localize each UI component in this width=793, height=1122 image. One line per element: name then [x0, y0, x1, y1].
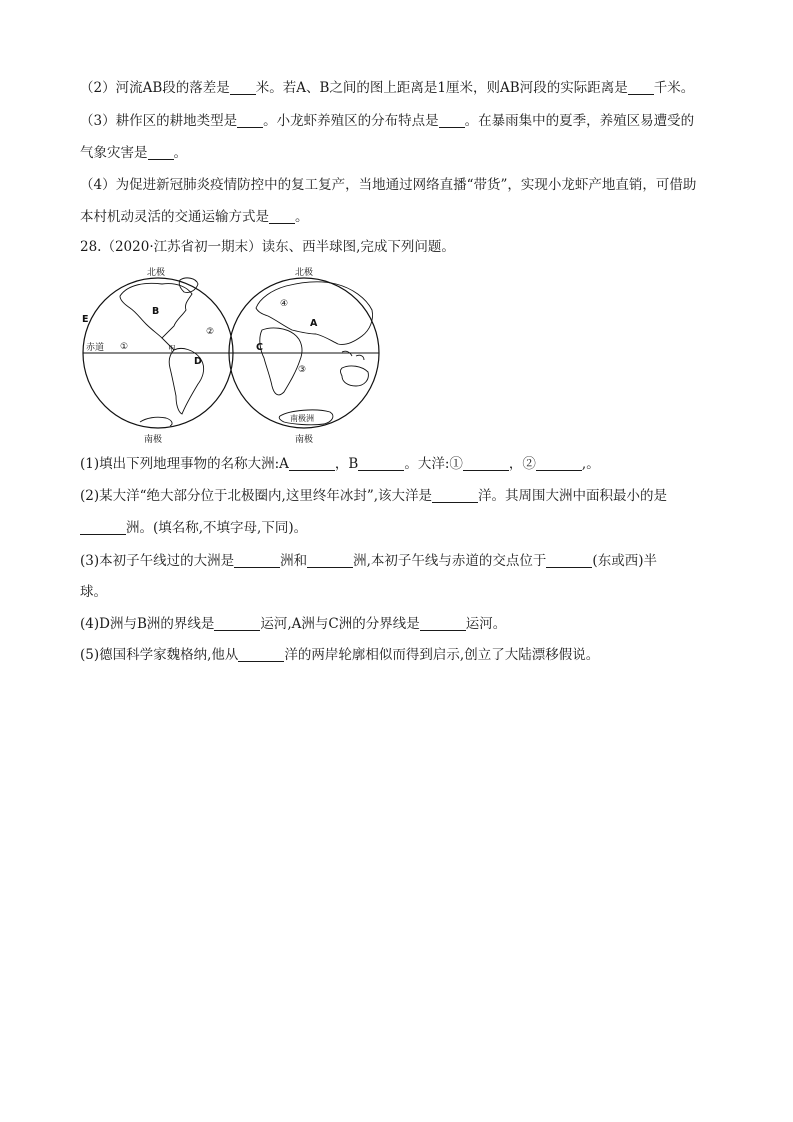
q28-5-text-a: (5)德国科学家魏格纳,他从: [80, 647, 239, 663]
label-E: E: [82, 314, 89, 325]
label-D: D: [194, 356, 202, 367]
answer-blank[interactable]: [628, 80, 654, 95]
hemisphere-map: [80, 264, 380, 444]
q27-3-text-a: （3）耕作区的耕地类型是: [80, 113, 238, 129]
answer-blank[interactable]: [148, 145, 174, 160]
q28-3-text-b: 洲和: [280, 553, 308, 569]
answer-blank[interactable]: [536, 456, 582, 471]
q27-3-text-b: 。小龙虾养殖区的分布特点是: [263, 113, 439, 129]
q28-2-text-a: (2)某大洋“绝大部分位于北极圈内,这里终年冰封”,该大洋是: [80, 488, 433, 504]
q27-2-text-c: 千米。: [653, 80, 695, 96]
q28-4-text-a: (4)D洲与B洲的界线是: [80, 616, 215, 632]
answer-blank[interactable]: [463, 456, 509, 471]
answer-blank[interactable]: [307, 553, 353, 568]
q28-header: 28.（2020·江苏省初一期末）读东、西半球图,完成下列问题。: [80, 239, 455, 255]
eurasia-outline: [256, 282, 373, 345]
label-B: B: [152, 306, 160, 317]
q27-2-text-b: 米。若A、B之间的图上距离是1厘米，则AB河段的实际距离是: [255, 80, 628, 96]
answer-blank[interactable]: [214, 616, 260, 631]
australia-outline: [341, 366, 369, 386]
answer-blank[interactable]: [269, 209, 295, 224]
answer-blank[interactable]: [234, 553, 280, 568]
answer-blank[interactable]: [358, 456, 404, 471]
answer-blank[interactable]: [439, 113, 465, 128]
q28-3-text-e: 球。: [80, 584, 107, 600]
answer-blank[interactable]: [237, 113, 263, 128]
q27-4-text-a: （4）为促进新冠肺炎疫情防控中的复工复产，当地通过网络直播“带货”，实现小龙虾产地直销，可借助: [80, 177, 697, 193]
q27-3-text-d: 气象灾害是: [80, 145, 148, 161]
q28-4-line: [80, 615, 506, 633]
q28-4-text-c: 运河。: [465, 616, 507, 632]
equator-label: 赤道: [86, 343, 105, 353]
q27-3-text-e: 。: [173, 145, 187, 161]
q28-3-line: [80, 552, 657, 570]
q28-3-text-d: (东或西)半: [592, 553, 657, 569]
q27-4-line-2: [80, 208, 309, 226]
q28-1-text-d: ，②: [508, 456, 536, 472]
q28-1-text-c: 。大洋:①: [404, 456, 463, 472]
q28-3-text-c: 洲,本初子午线与赤道的交点位于: [353, 553, 547, 569]
q28-2-text-c: 洲。(填名称,不填字母,下同)。: [126, 520, 308, 536]
africa-outline: [260, 328, 302, 395]
point-jia-label: 甲: [168, 344, 176, 353]
answer-blank[interactable]: [420, 616, 466, 631]
q28-4-text-b: 运河,A洲与C洲的分界线是: [260, 616, 420, 632]
q28-1-text-b: ，B: [334, 456, 359, 472]
q28-1-text-e: ,。: [581, 456, 600, 472]
label-A: A: [310, 318, 318, 329]
q27-4-text-c: 。: [295, 209, 309, 225]
q28-5-text-b: 洋的两岸轮廓相似而得到启示,创立了大陆漂移假说。: [284, 647, 600, 663]
q28-3-line-2: [80, 583, 107, 601]
ocean-3-label: ③: [298, 365, 307, 375]
answer-blank[interactable]: [289, 456, 335, 471]
q28-3-text-a: (3)本初子午线过的大洲是: [80, 553, 235, 569]
antarctica-west-outline: [140, 417, 172, 426]
south-pole-label-west: 南极: [144, 435, 163, 444]
q27-2-line: [80, 79, 694, 97]
antarctica-label: 南极洲: [290, 414, 314, 423]
answer-blank[interactable]: [80, 520, 126, 535]
ocean-1-label: ①: [120, 342, 129, 352]
q28-2-line: [80, 487, 667, 505]
south-pole-label-east: 南极: [295, 435, 314, 444]
answer-blank[interactable]: [230, 80, 256, 95]
q28-2-line-2: [80, 519, 307, 537]
q27-2-text-a: （2）河流AB段的落差是: [80, 80, 230, 96]
q27-4-line: [80, 176, 696, 194]
ocean-2-label: ②: [206, 327, 215, 337]
q27-4-text-b: 本村机动灵活的交通运输方式是: [80, 209, 269, 225]
q27-3-text-c: 。在暴雨集中的夏季，养殖区易遭受的: [464, 113, 695, 129]
ocean-4-label: ④: [280, 299, 289, 309]
label-C: C: [256, 342, 263, 353]
answer-blank[interactable]: [238, 647, 284, 662]
q28-1-text-a: (1)填出下列地理事物的名称大洲:A: [80, 456, 289, 472]
north-pole-label-west: 北极: [147, 268, 166, 278]
q27-3-line-2: [80, 144, 187, 162]
q27-3-line: [80, 112, 694, 130]
answer-blank[interactable]: [432, 488, 478, 503]
answer-blank[interactable]: [546, 553, 592, 568]
north-pole-label-east: 北极: [295, 268, 314, 278]
q28-1-line: [80, 455, 600, 473]
q28-2-text-b: 洋。其周围大洲中面积最小的是: [478, 488, 668, 504]
q28-5-line: [80, 646, 599, 664]
